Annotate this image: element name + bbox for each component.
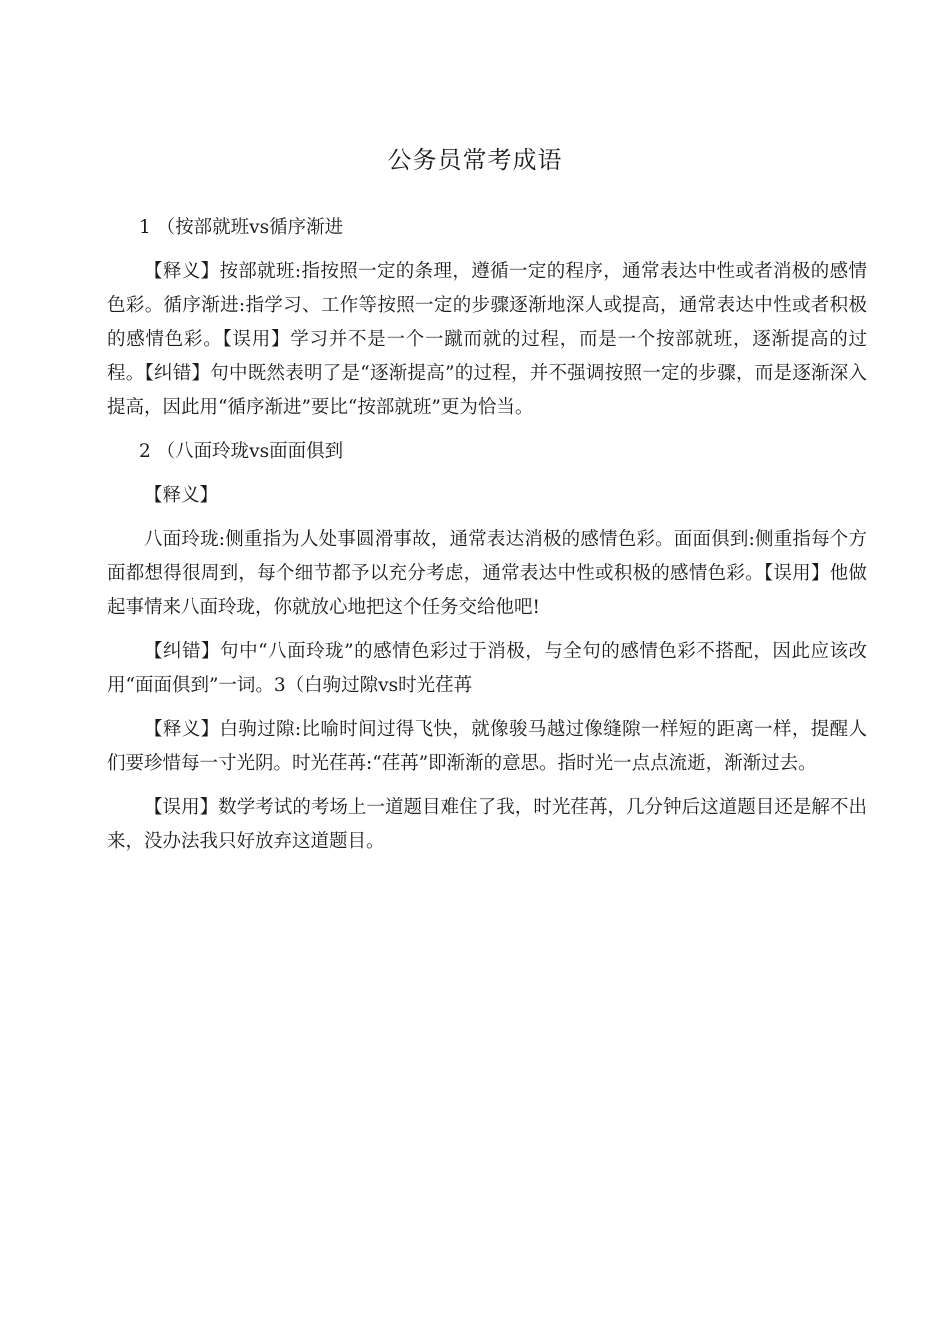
paragraph-idiom-1-explanation: 【释义】按部就班:指按照一定的条理，遵循一定的程序，通常表达中性或者消极的感情色彩。循序渐进:指学习、工作等按照一定的步骤逐渐地深人或提高，通常表达中性或者积极的感情色彩。【误用】学习并不是一个一蹴而就的过程，而是一个按部就班，逐渐提高的过程。【纠错】句中既然表明了是“逐渐提高”的过程，并不强调按照一定的步骤，而是逐渐深入提高，因此用“循序渐进”要比“按部就班”更为恰当。	[107, 261, 867, 418]
paragraph-idiom-2-label: 【释义】	[144, 485, 219, 506]
paragraph-idiom-2-explanation: 八面玲珑:侧重指为人处事圆滑事故，通常表达消极的感情色彩。面面俱到:侧重指每个方面都想得很周到，每个细节都予以充分考虑，通常表达中性或积极的感情色彩。【误用】他做起事情来八面玲珑，你就放心地把这个任务交给他吧!	[107, 529, 867, 618]
idiom-heading-2: 2 （八面玲珑vs面面俱到	[139, 441, 344, 462]
idiom-heading-1: 1 （按部就班vs循序渐进	[139, 217, 344, 238]
paragraph-idiom-3-misuse: 【误用】数学考试的考场上一道题目难住了我，时光荏苒，几分钟后这道题目还是解不出来，没办法我只好放弃这道题目。	[107, 797, 867, 852]
document-body	[107, 211, 867, 869]
paragraph-idiom-2-correction: 【纠错】句中“八面玲珑”的感情色彩过于消极，与全句的感情色彩不搭配，因此应该改用“面面俱到”一词。3（白驹过隙vs时光荏苒	[107, 641, 867, 696]
paragraph-idiom-3-explanation: 【释义】白驹过隙:比喻时间过得飞快，就像骏马越过像缝隙一样短的距离一样，提醒人们要珍惜每一寸光阴。时光荏苒:“荏苒”即渐渐的意思。指时光一点点流逝，渐渐过去。	[107, 719, 867, 774]
page-title: 公务员常考成语	[387, 146, 563, 174]
